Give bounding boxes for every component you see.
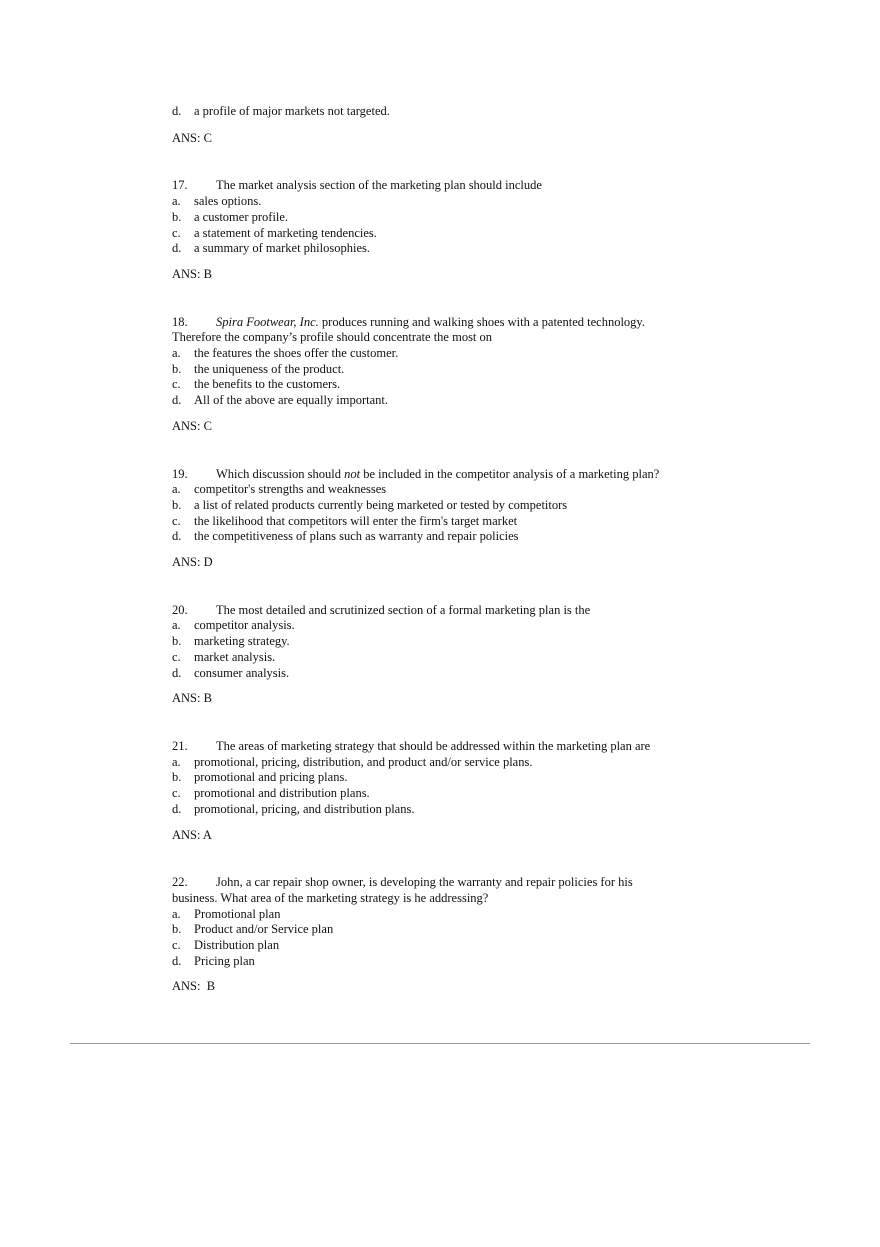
option-letter: c. xyxy=(172,377,181,392)
question-stem xyxy=(172,875,732,891)
option-letter: a. xyxy=(172,194,181,209)
option-text: consumer analysis. xyxy=(194,665,290,680)
option-b xyxy=(172,922,732,938)
option-letter: a. xyxy=(172,482,181,497)
question-21 xyxy=(172,739,732,843)
question-19 xyxy=(172,467,732,571)
option-c xyxy=(172,786,732,802)
option-letter: c. xyxy=(172,786,181,801)
option-letter: c. xyxy=(172,225,181,240)
option-text: competitor's strengths and weaknesses xyxy=(194,482,387,497)
option-b xyxy=(172,498,732,514)
option-c xyxy=(172,938,732,954)
option-letter: b. xyxy=(172,209,182,224)
option-b xyxy=(172,210,732,226)
option-text: Product and/or Service plan xyxy=(194,922,334,937)
question-number: 20. xyxy=(172,602,188,617)
option-a xyxy=(172,194,732,210)
option-text: the competitiveness of plans such as warranty and repair policies xyxy=(194,529,519,544)
stem-emphasis: not xyxy=(344,466,361,481)
question-22 xyxy=(172,875,732,995)
page-footer-divider xyxy=(70,1043,810,1044)
option-letter: b. xyxy=(172,770,182,785)
option-letter: d. xyxy=(172,104,182,118)
stem-text: The areas of marketing strategy that should be addressed within the marketing plan are xyxy=(216,738,651,753)
question-stem xyxy=(172,315,732,331)
answer-key: ANS: C xyxy=(172,418,212,433)
option-a xyxy=(172,907,732,923)
answer-key: ANS: D xyxy=(172,555,213,570)
option-letter: d. xyxy=(172,529,182,544)
option-text: All of the above are equally important. xyxy=(194,393,389,408)
answer-key: ANS: C xyxy=(172,130,212,145)
option-text: Distribution plan xyxy=(194,938,280,953)
question-18 xyxy=(172,315,732,435)
option-text: promotional, pricing, and distribution plans. xyxy=(194,801,415,816)
option-d xyxy=(172,802,732,818)
option-letter: d. xyxy=(172,665,182,680)
option-a xyxy=(172,618,732,634)
option-a xyxy=(172,755,732,771)
option-text: promotional and pricing plans. xyxy=(194,770,348,785)
stem-text: be included in the competitor analysis of a marketing plan? xyxy=(360,466,660,481)
option-b xyxy=(172,362,732,378)
option-letter: c. xyxy=(172,649,181,664)
stem-text: produces running and walking shoes with a patented technology. xyxy=(318,314,645,329)
option-letter: a. xyxy=(172,346,181,361)
carryover-block xyxy=(172,104,732,146)
option-a xyxy=(172,346,732,362)
option-text: competitor analysis. xyxy=(194,618,295,633)
question-number: 17. xyxy=(172,178,188,193)
option-text: sales options. xyxy=(194,194,262,209)
stem-text: Which discussion should xyxy=(216,466,345,481)
option-text: a customer profile. xyxy=(194,209,289,224)
option-letter: b. xyxy=(172,634,182,649)
option-text: a statement of marketing tendencies. xyxy=(194,225,377,240)
option-text: a profile of major markets not targeted. xyxy=(194,104,390,118)
option-text: market analysis. xyxy=(194,649,276,664)
option-d xyxy=(172,954,732,970)
option-text: promotional, pricing, distribution, and product and/or service plans. xyxy=(194,754,533,769)
option-d xyxy=(172,529,732,545)
question-number: 19. xyxy=(172,466,188,481)
option-letter: c. xyxy=(172,938,181,953)
option-c xyxy=(172,650,732,666)
answer-key: ANS: A xyxy=(172,827,212,842)
question-20 xyxy=(172,603,732,707)
option-d xyxy=(172,393,732,409)
option-text: the features the shoes offer the customer. xyxy=(194,346,399,361)
question-stem xyxy=(172,739,732,755)
option-d xyxy=(172,104,732,120)
option-letter: b. xyxy=(172,922,182,937)
option-c xyxy=(172,514,732,530)
option-letter: a. xyxy=(172,906,181,921)
option-d xyxy=(172,666,732,682)
option-d xyxy=(172,241,732,257)
question-17 xyxy=(172,178,732,282)
answer-key: ANS: B xyxy=(172,691,212,706)
option-text: promotional and distribution plans. xyxy=(194,786,370,801)
question-number: 22. xyxy=(172,875,188,890)
question-stem xyxy=(172,603,732,619)
option-letter: d. xyxy=(172,241,182,256)
question-number: 18. xyxy=(172,314,188,329)
question-number: 21. xyxy=(172,738,188,753)
option-letter: d. xyxy=(172,393,182,408)
option-letter: b. xyxy=(172,361,182,376)
answer-key: ANS: B xyxy=(172,266,212,281)
option-a xyxy=(172,482,732,498)
option-text: the uniqueness of the product. xyxy=(194,361,345,376)
option-letter: a. xyxy=(172,618,181,633)
question-stem xyxy=(172,467,732,483)
company-name: Spira Footwear, Inc. xyxy=(216,314,319,329)
question-list xyxy=(172,104,732,995)
option-text: Promotional plan xyxy=(194,906,281,921)
option-letter: d. xyxy=(172,801,182,816)
option-letter: a. xyxy=(172,754,181,769)
option-c xyxy=(172,226,732,242)
option-text: Pricing plan xyxy=(194,953,255,968)
stem-text: John, a car repair shop owner, is developing the warranty and repair policies for his xyxy=(216,875,633,890)
option-text: a list of related products currently being marketed or tested by competitors xyxy=(194,497,568,512)
option-letter: b. xyxy=(172,497,182,512)
question-stem-continued: Therefore the company’s profile should concentrate the most on xyxy=(172,330,493,345)
option-letter: c. xyxy=(172,513,181,528)
option-text: a summary of market philosophies. xyxy=(194,241,371,256)
option-b xyxy=(172,634,732,650)
stem-text: The most detailed and scrutinized section of a formal marketing plan is the xyxy=(216,602,591,617)
option-text: the benefits to the customers. xyxy=(194,377,341,392)
question-stem xyxy=(172,178,732,194)
option-text: the likelihood that competitors will enter the firm's target market xyxy=(194,513,518,528)
option-letter: d. xyxy=(172,953,182,968)
answer-key: ANS: B xyxy=(172,979,216,994)
option-b xyxy=(172,770,732,786)
stem-text: The market analysis section of the marketing plan should include xyxy=(216,178,542,193)
question-stem-continued: business. What area of the marketing strategy is he addressing? xyxy=(172,890,489,905)
option-c xyxy=(172,377,732,393)
option-text: marketing strategy. xyxy=(194,634,290,649)
